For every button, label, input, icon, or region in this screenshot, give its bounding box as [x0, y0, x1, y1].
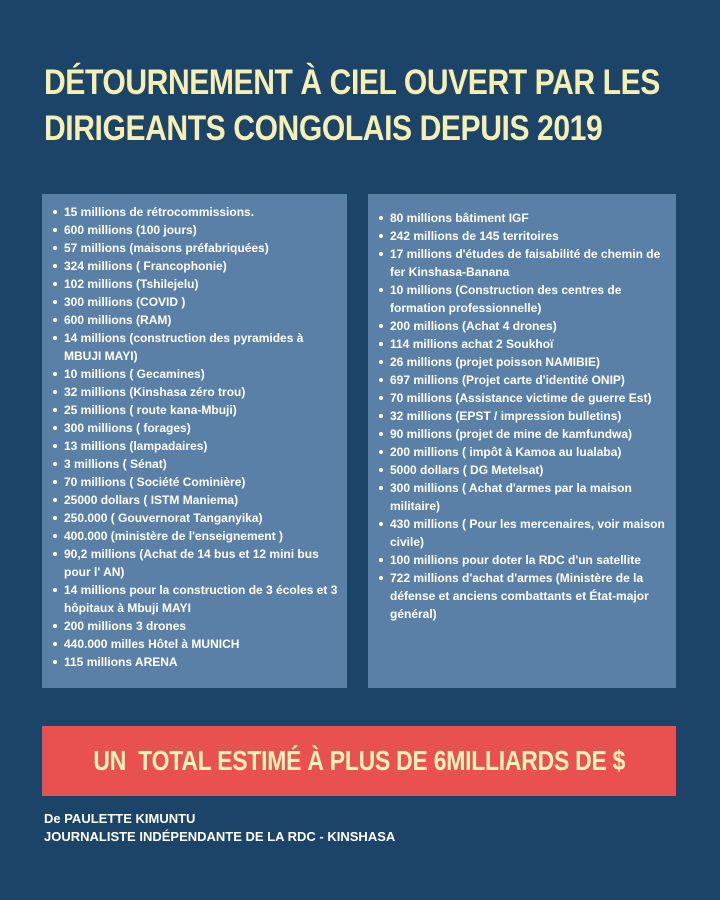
list-item: 70 millions (Assistance victime de guerre Est)	[376, 389, 668, 407]
total-banner	[42, 726, 676, 796]
list-item: 100 millions pour doter la RDC d'un satellite	[376, 551, 668, 569]
list-item: 697 millions (Projet carte d'identité ONIP)	[376, 371, 668, 389]
list-item: 430 millions ( Pour les mercenaires, voir maison civile)	[376, 515, 668, 551]
left-list	[50, 203, 339, 671]
list-item: 17 millions d'études de faisabilité de chemin de fer Kinshasa-Banana	[376, 245, 668, 281]
list-item: 102 millions (Tshilejelu)	[50, 275, 339, 293]
list-item: 90,2 millions (Achat de 14 bus et 12 mini bus pour l' AN)	[50, 545, 339, 581]
list-item: 57 millions (maisons préfabriquées)	[50, 239, 339, 257]
list-item: 722 millions d'achat d'armes (Ministère de la défense et anciens combattants et État-major général)	[376, 569, 668, 623]
list-item: 242 millions de 145 territoires	[376, 227, 668, 245]
list-item: 115 millions ARENA	[50, 653, 339, 671]
list-item: 200 millions (Achat 4 drones)	[376, 317, 668, 335]
list-item: 5000 dollars ( DG Metelsat)	[376, 461, 668, 479]
list-item: 14 millions pour la construction de 3 écoles et 3 hôpitaux à Mbuji MAYI	[50, 581, 339, 617]
list-item: 300 millions ( Achat d'armes par la maison militaire)	[376, 479, 668, 515]
list-item: 25000 dollars ( ISTM Maniema)	[50, 491, 339, 509]
list-item: 600 millions (RAM)	[50, 311, 339, 329]
title-line-2: DIRIGEANTS CONGOLAIS DEPUIS 2019	[44, 109, 603, 148]
list-item: 440.000 milles Hôtel à MUNICH	[50, 635, 339, 653]
list-item: 300 millions ( forages)	[50, 419, 339, 437]
list-item: 324 millions ( Francophonie)	[50, 257, 339, 275]
left-list-panel	[42, 194, 347, 688]
list-item: 26 millions (projet poisson NAMIBIE)	[376, 353, 668, 371]
right-list-panel	[368, 194, 676, 688]
list-item: 80 millions bâtiment IGF	[376, 209, 668, 227]
list-item: 600 millions (100 jours)	[50, 221, 339, 239]
right-list	[376, 209, 668, 623]
list-item: 13 millions (lampadaires)	[50, 437, 339, 455]
list-item: 10 millions ( Gecamines)	[50, 365, 339, 383]
list-item: 3 millions ( Sénat)	[50, 455, 339, 473]
list-item: 70 millions ( Société Cominière)	[50, 473, 339, 491]
title-line-1: DÉTOURNEMENT À CIEL OUVERT PAR LES	[44, 63, 660, 102]
list-item: 400.000 (ministère de l'enseignement )	[50, 527, 339, 545]
list-item: 25 millions ( route kana-Mbuji)	[50, 401, 339, 419]
total-text: UN TOTAL ESTIMÉ À PLUS DE 6MILLIARDS DE $	[93, 745, 625, 776]
list-item: 32 millions (EPST / impression bulletins)	[376, 407, 668, 425]
list-item: 14 millions (construction des pyramides à MBUJI MAYI)	[50, 329, 339, 365]
credit	[44, 810, 395, 846]
list-item: 114 millions achat 2 Soukhoï	[376, 335, 668, 353]
credit-role: JOURNALISTE INDÉPENDANTE DE LA RDC - KINSHASA	[44, 829, 396, 844]
credit-author: De PAULETTE KIMUNTU	[44, 811, 196, 826]
list-item: 250.000 ( Gouvernorat Tanganyika)	[50, 509, 339, 527]
list-item: 200 millions 3 drones	[50, 617, 339, 635]
list-item: 32 millions (Kinshasa zéro trou)	[50, 383, 339, 401]
list-item: 90 millions (projet de mine de kamfundwa)	[376, 425, 668, 443]
list-item: 200 millions ( impôt à Kamoa au lualaba)	[376, 443, 668, 461]
page-title	[44, 60, 660, 152]
list-item: 15 millions de rétrocommissions.	[50, 203, 339, 221]
list-item: 300 millions (COVID )	[50, 293, 339, 311]
list-item: 10 millions (Construction des centres de formation professionnelle)	[376, 281, 668, 317]
